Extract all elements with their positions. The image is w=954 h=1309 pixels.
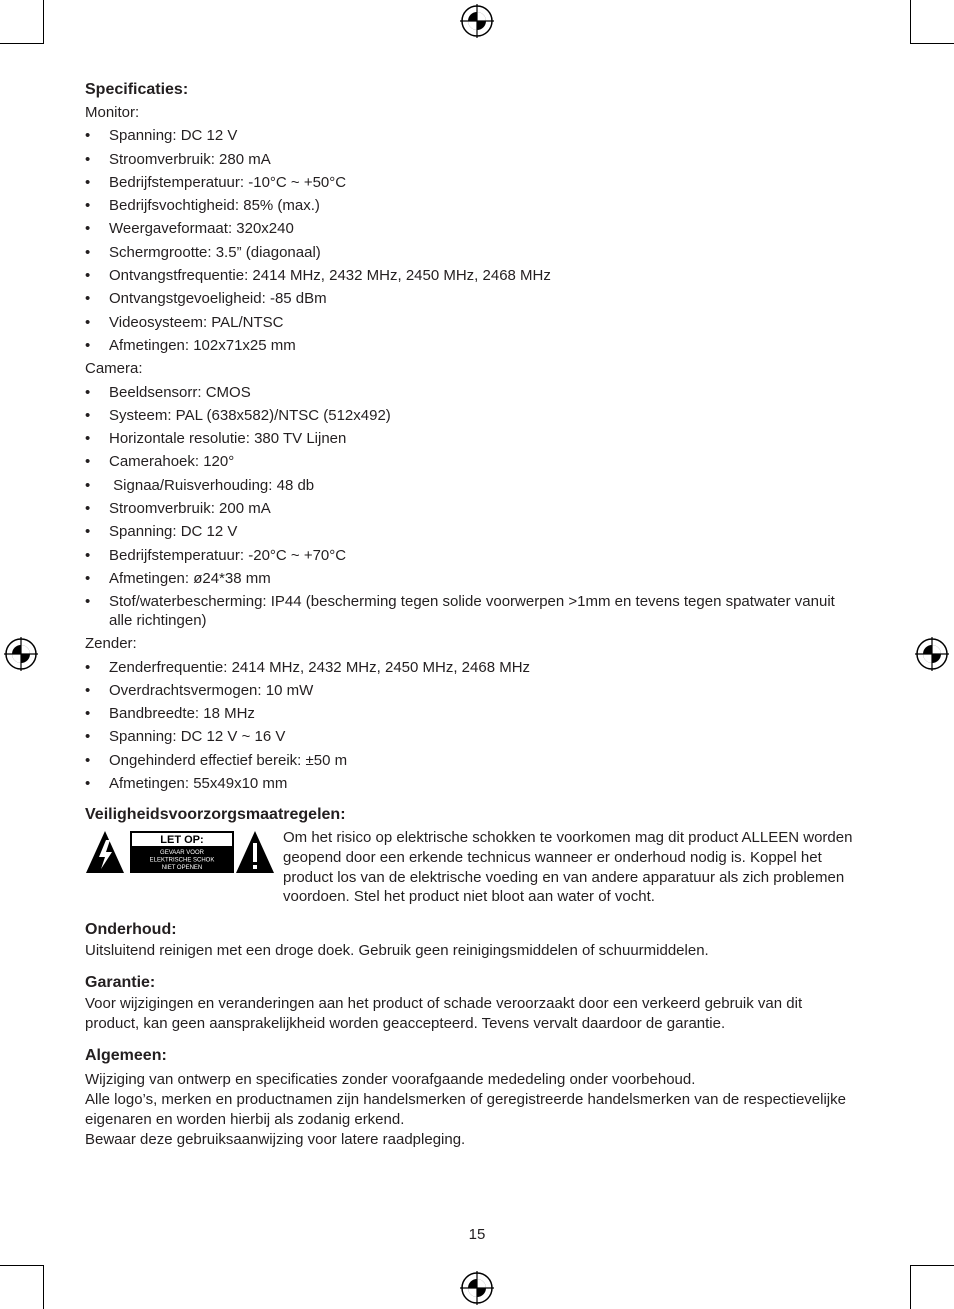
lightning-warning-icon: [86, 831, 124, 873]
exclamation-warning-icon: [236, 831, 274, 873]
bullet: •: [85, 313, 91, 331]
list-item-text: Stroomverbruik: 200 mA: [109, 500, 271, 518]
warning-line: GEVAAR VOOR: [160, 850, 204, 857]
camera-label: Camera:: [85, 360, 143, 378]
general-text-3: Bewaar deze gebruiksaanwijzing voor latere raadpleging.: [85, 1131, 466, 1149]
list-item-text: Beeldsensorr: CMOS: [109, 383, 251, 401]
bullet: •: [85, 523, 91, 541]
list-item: [85, 217, 860, 240]
list-item: [85, 772, 860, 795]
list-item-text: Afmetingen: 102x71x25 mm: [109, 336, 296, 354]
bullet: •: [85, 546, 91, 564]
warning-label-graphic: [85, 830, 275, 874]
list-item-text: Afmetingen: 55x49x10 mm: [109, 775, 288, 793]
bullet: •: [85, 728, 91, 746]
list-item: [85, 450, 860, 473]
bullet: •: [85, 406, 91, 424]
list-item-text: Camerahoek: 120°: [109, 453, 235, 471]
list-item-text: Ontvangstgevoeligheid: -85 dBm: [109, 290, 327, 308]
list-item-text: Ongehinderd effectief bereik: ±50 m: [109, 751, 348, 769]
crop-mark-top-right-h: [910, 43, 954, 44]
bullet: •: [85, 658, 91, 676]
list-item: [85, 264, 860, 287]
list-item: [85, 590, 860, 632]
bullet: •: [85, 383, 91, 401]
bullet: •: [85, 197, 91, 215]
crop-mark-bottom-left-v: [43, 1265, 44, 1309]
specs-heading: Specificaties:: [85, 81, 189, 98]
registration-mark-icon: [460, 4, 494, 38]
crop-mark-top-left-h: [0, 43, 44, 44]
list-item-text: Stroomverbruik: 280 mA: [109, 150, 271, 168]
list-item-text: Bedrijfstemperatuur: -10°C ~ +50°C: [109, 173, 347, 191]
zender-label: Zender:: [85, 635, 137, 653]
list-item-text: Videosysteem: PAL/NTSC: [109, 313, 284, 331]
monitor-list: [85, 124, 860, 357]
list-item-text: Zenderfrequentie: 2414 MHz, 2432 MHz, 2450 MHz, 2468 MHz: [109, 658, 531, 676]
general-text-2: Alle logo’s, merken en productnamen zijn handelsmerken of geregistreerde handelsmerken van de respectievelijke eigenaren en worden hierbij als zodanig erkend.: [85, 1091, 846, 1128]
list-item-text: Ontvangstfrequentie: 2414 MHz, 2432 MHz, 2450 MHz, 2468 MHz: [109, 267, 551, 285]
list-item: [85, 567, 860, 590]
list-item-text: Spanning: DC 12 V ~ 16 V: [109, 728, 286, 746]
list-item-text: Systeem: PAL (638x582)/NTSC (512x492): [109, 406, 391, 424]
list-item: [85, 544, 860, 567]
list-item: [85, 381, 860, 404]
bullet: •: [85, 593, 91, 611]
warning-line: NIET OPENEN: [161, 865, 203, 872]
bullet: •: [85, 500, 91, 518]
list-item: [85, 474, 860, 497]
safety-text: Om het risico op elektrische schokken te voorkomen mag dit product ALLEEN worden geopend door een erkende technicus wanneer er onderhoud nodig is. Koppel het product los van de elektrische voeding en van andere apparatuur als zich problemen voordoen. Stel het product niet bloot aan water of vocht.: [283, 829, 853, 906]
zender-list: [85, 656, 860, 796]
crop-mark-bottom-right-h: [910, 1265, 954, 1266]
list-item: [85, 194, 860, 217]
list-item: [85, 148, 860, 171]
bullet: •: [85, 751, 91, 769]
bullet: •: [85, 476, 91, 494]
page-number: 15: [468, 1226, 486, 1243]
list-item-text: Bedrijfstemperatuur: -20°C ~ +70°C: [109, 546, 347, 564]
warning-title: LET OP:: [160, 834, 204, 847]
list-item: [85, 404, 860, 427]
bullet: •: [85, 243, 91, 261]
list-item-text: Spanning: DC 12 V: [109, 127, 238, 145]
warranty-text: Voor wijzigingen en veranderingen aan het product of schade veroorzaakt door een verkeerd gebruik van dit product, kan geen aansprakelijkheid worden geaccepteerd. Tevens vervalt daardoor de garantie.: [85, 995, 803, 1032]
registration-mark-icon: [4, 637, 38, 671]
bullet: •: [85, 173, 91, 191]
camera-list: [85, 381, 860, 633]
bullet: •: [85, 290, 91, 308]
list-item-text: Overdrachtsvermogen: 10 mW: [109, 681, 314, 699]
list-item-text: Horizontale resolutie: 380 TV Lijnen: [109, 430, 347, 448]
list-item: [85, 702, 860, 725]
bullet: •: [85, 150, 91, 168]
list-item: [85, 725, 860, 748]
monitor-label: Monitor:: [85, 104, 140, 121]
list-item: [85, 171, 860, 194]
bullet: •: [85, 336, 91, 354]
bullet: •: [85, 453, 91, 471]
document-content: [85, 79, 860, 1150]
bullet: •: [85, 705, 91, 723]
list-item-text: Afmetingen: ø24*38 mm: [109, 569, 271, 587]
list-item: [85, 520, 860, 543]
list-item: [85, 679, 860, 702]
crop-mark-bottom-right-v: [910, 1265, 911, 1309]
maintenance-text: Uitsluitend reinigen met een droge doek. Gebruik geen reinigingsmiddelen of schuurmiddelen.: [85, 941, 709, 959]
bullet: •: [85, 681, 91, 699]
list-item: [85, 656, 860, 679]
list-item: [85, 427, 860, 450]
bullet: •: [85, 775, 91, 793]
warranty-heading: Garantie:: [85, 974, 156, 992]
general-text-1: Wijziging van ontwerp en specificaties zonder voorafgaande mededeling onder voorbehoud.: [85, 1071, 696, 1089]
crop-mark-top-left-v: [43, 0, 44, 44]
registration-mark-icon: [460, 1271, 494, 1305]
crop-mark-bottom-left-h: [0, 1265, 44, 1266]
safety-heading: Veiligheidsvoorzorgsmaatregelen:: [85, 806, 346, 824]
list-item: [85, 749, 860, 772]
bullet: •: [85, 127, 91, 145]
list-item-text: Weergaveformaat: 320x240: [109, 220, 294, 238]
list-item-text: Bedrijfsvochtigheid: 85% (max.): [109, 197, 320, 215]
bullet: •: [85, 220, 91, 238]
list-item-text: Schermgrootte: 3.5” (diagonaal): [109, 243, 321, 261]
list-item-text: Spanning: DC 12 V: [109, 523, 238, 541]
bullet: •: [85, 569, 91, 587]
list-item: [85, 311, 860, 334]
list-item: [85, 124, 860, 147]
list-item-text: Signaa/Ruisverhouding: 48 db: [109, 476, 315, 494]
list-item: [85, 287, 860, 310]
list-item-text: Bandbreedte: 18 MHz: [109, 705, 255, 723]
list-item: [85, 241, 860, 264]
maintenance-heading: Onderhoud:: [85, 920, 177, 938]
bullet: •: [85, 430, 91, 448]
warning-line: ELEKTRISCHE SCHOK: [149, 857, 215, 864]
list-item: [85, 497, 860, 520]
general-heading: Algemeen:: [85, 1047, 167, 1065]
registration-mark-icon: [915, 637, 949, 671]
list-item-text: Stof/waterbescherming: IP44 (bescherming tegen solide voorwerpen >1mm en tevens tegen spatwater vanuit alle richtingen): [109, 593, 835, 630]
crop-mark-top-right-v: [910, 0, 911, 44]
safety-block: [85, 828, 860, 906]
bullet: •: [85, 267, 91, 285]
list-item: [85, 334, 860, 357]
